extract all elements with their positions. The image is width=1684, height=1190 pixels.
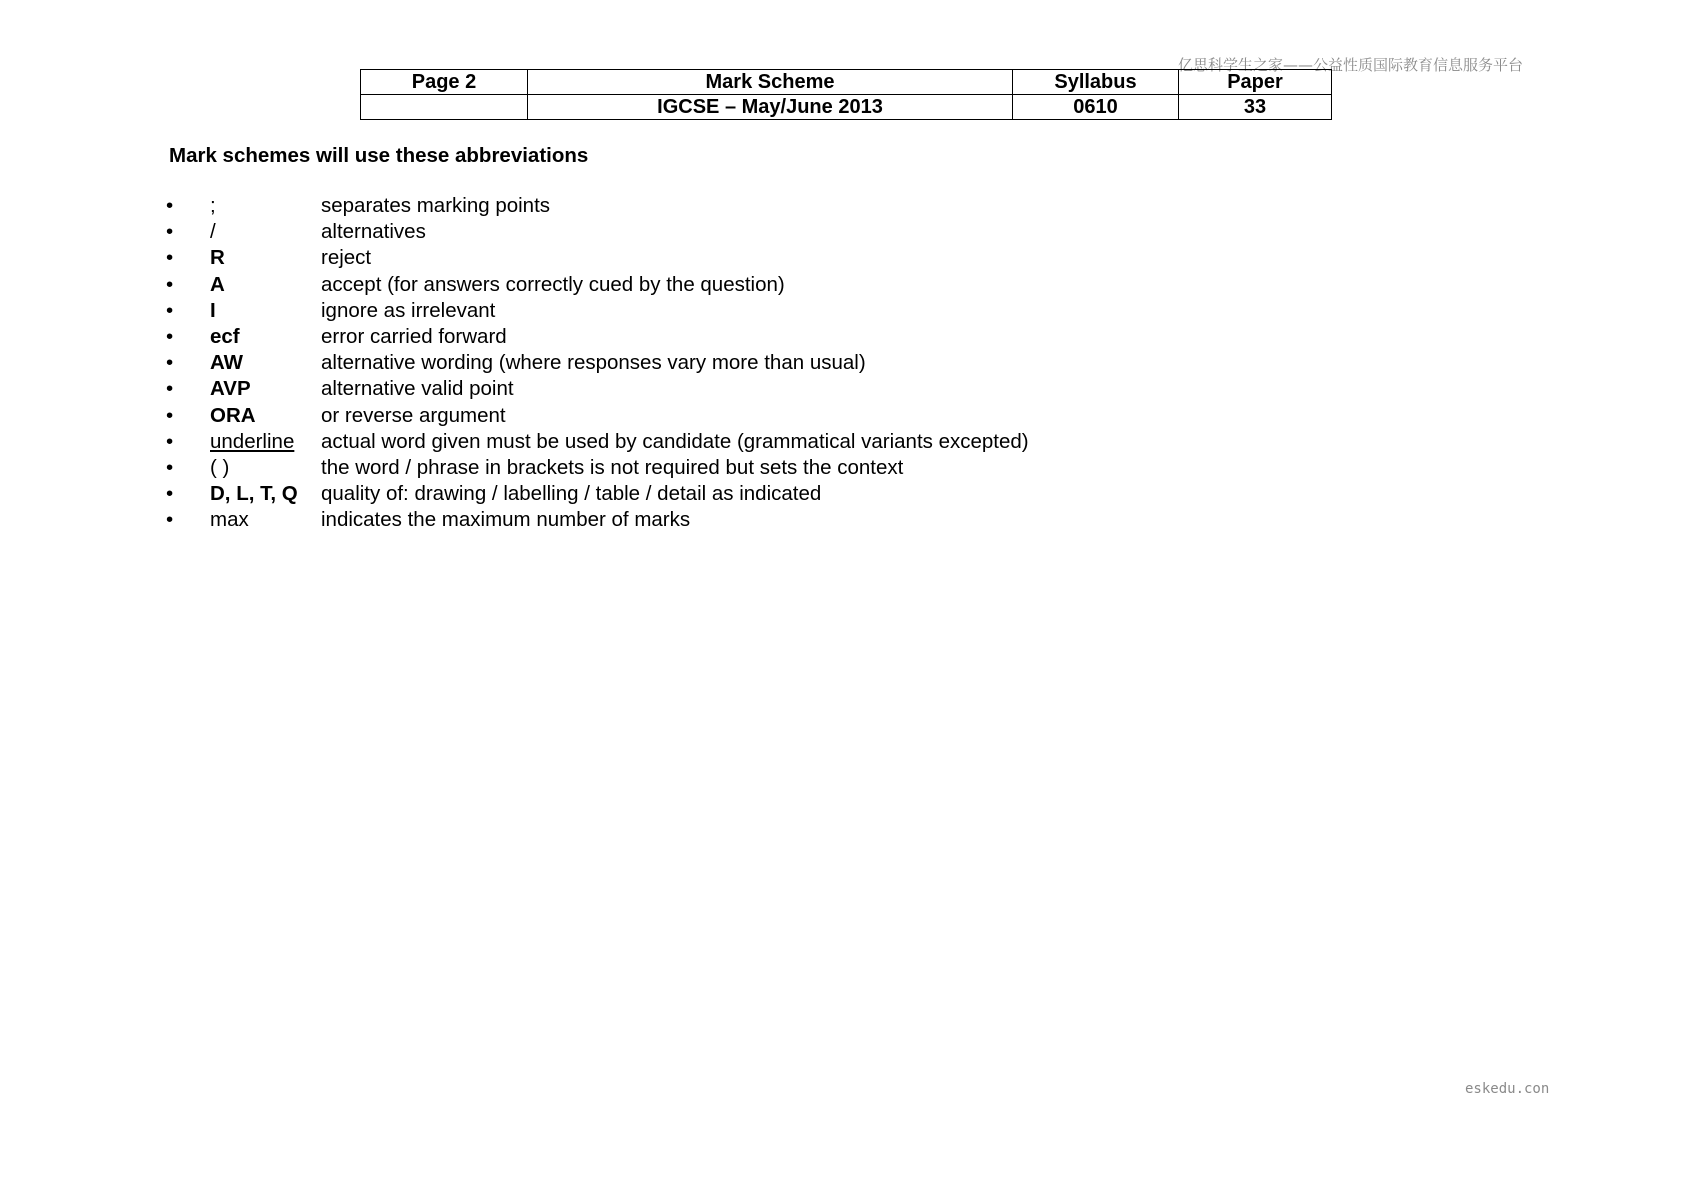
abbreviation-term: underline <box>210 429 295 453</box>
bullet-icon: • <box>166 429 174 453</box>
header-page-label: Page 2 <box>361 70 528 95</box>
bullet-icon: • <box>166 351 174 375</box>
header-paper-label: Paper <box>1179 70 1332 95</box>
abbreviation-term: ( ) <box>210 455 230 479</box>
abbreviation-meaning: quality of: drawing / labelling / table / detail as indicated <box>321 482 822 506</box>
abbreviation-meaning: alternative valid point <box>321 377 514 401</box>
bullet-icon: • <box>166 324 174 348</box>
header-row-labels <box>361 70 1332 95</box>
abbreviation-term: D, L, T, Q <box>210 482 298 506</box>
abbreviation-term: AVP <box>210 377 251 401</box>
bullet-icon: • <box>166 298 174 322</box>
bullet-icon: • <box>166 377 174 401</box>
bullet-icon: • <box>166 246 174 270</box>
bullet-icon: • <box>166 482 174 506</box>
header-table <box>360 69 1332 120</box>
abbreviation-meaning: ignore as irrelevant <box>321 298 496 322</box>
abbreviation-meaning: reject <box>321 246 372 270</box>
watermark-text-top: 亿思科学生之家——公益性质国际教育信息服务平台 <box>1178 56 1524 74</box>
header-paper-number: 33 <box>1179 95 1332 120</box>
abbreviation-meaning: or reverse argument <box>321 403 506 427</box>
bullet-icon: • <box>166 272 174 296</box>
abbreviation-term: max <box>210 508 249 532</box>
abbreviation-meaning: alternatives <box>321 220 426 244</box>
header-syllabus-code: 0610 <box>1013 95 1179 120</box>
abbreviation-term: ; <box>210 194 216 217</box>
abbreviation-term: I <box>210 298 216 322</box>
abbreviation-term: ORA <box>210 403 256 427</box>
abbreviation-meaning: alternative wording (where responses vary more than usual) <box>321 351 866 375</box>
bullet-icon: • <box>166 455 174 479</box>
bullet-icon: • <box>166 403 174 427</box>
watermark-text-bottom: eskedu.con <box>1465 1081 1550 1097</box>
header-row-values <box>361 95 1332 120</box>
header-exam-session: IGCSE – May/June 2013 <box>528 95 1013 120</box>
abbreviation-meaning: actual word given must be used by candidate (grammatical variants excepted) <box>321 429 1029 453</box>
header-syllabus-label: Syllabus <box>1013 70 1179 95</box>
abbreviation-meaning: the word / phrase in brackets is not required but sets the context <box>321 455 904 479</box>
abbreviation-meaning: separates marking points <box>321 194 551 217</box>
bullet-icon: • <box>166 194 174 217</box>
abbreviation-meaning: indicates the maximum number of marks <box>321 508 691 532</box>
abbreviation-term: A <box>210 272 225 296</box>
abbreviation-term: AW <box>210 351 244 375</box>
abbreviation-term: / <box>210 220 216 244</box>
header-page-value <box>361 95 528 120</box>
abbreviation-term: ecf <box>210 324 240 348</box>
bullet-icon: • <box>166 508 174 532</box>
abbreviation-meaning: error carried forward <box>321 324 507 348</box>
abbreviation-meaning: accept (for answers correctly cued by the question) <box>321 272 785 296</box>
section-heading: Mark schemes will use these abbreviations <box>169 144 589 167</box>
bullet-icon: • <box>166 220 174 244</box>
header-mark-scheme-label: Mark Scheme <box>528 70 1013 95</box>
abbreviation-term: R <box>210 246 225 270</box>
